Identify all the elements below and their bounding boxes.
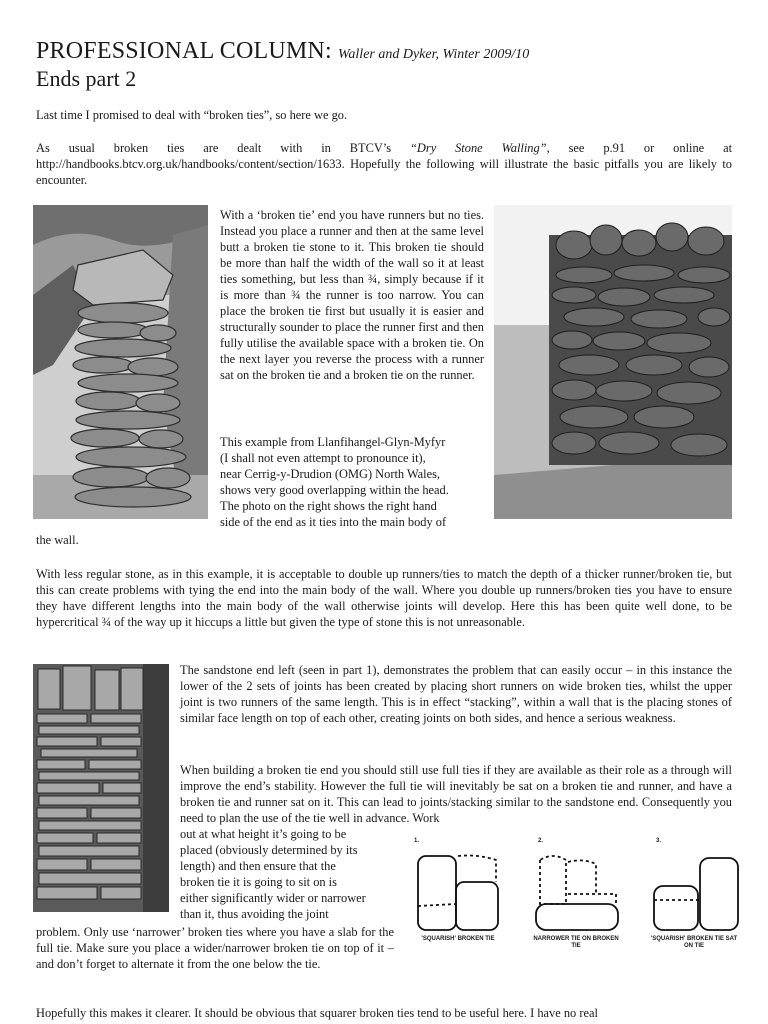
example-tail: the wall.	[36, 533, 79, 547]
example-paragraph	[220, 434, 484, 530]
example-line: The photo on the right shows the right hand	[220, 499, 437, 513]
work-line: either significantly wider or narrower	[180, 891, 366, 905]
broken-tie-end-paragraph: With a ‘broken tie’ end you have runners but no ties. Instead you place a runner and then at the same level butt a broken tie stone to it. This broken tie should be more than half the width of the wall so it at least ties something, but less than ¾, simply because if it is more than ¾ the runner is too narrow. You can place the broken tie first but usually it is easier and structurally sounder to place the runner first and then fully utilise the available space with a broken tie. On the next layer you reverse the process with a runner sat on the broken tie and a broken tie on the runner.	[220, 208, 484, 382]
example-line: (I shall not even attempt to pronounce it),	[220, 451, 426, 465]
broken-tie-diagrams	[408, 832, 742, 962]
intro-paragraph: Last time I promised to deal with “broken ties”, so here we go.	[36, 108, 348, 122]
work-out-paragraph	[180, 826, 394, 922]
diagram-1-caption: 'SQUARISH' BROKEN TIE	[421, 936, 495, 942]
diagram-1-number: 1.	[414, 838, 420, 844]
work-line: placed (obviously determined by its	[180, 843, 358, 857]
sandstone-end-photo	[33, 664, 169, 912]
diagram-2-caption: NARROWER TIE ON BROKEN TIE	[533, 936, 619, 949]
problem-paragraph: problem. Only use ‘narrower’ broken ties where you have a slab for the full tie. Make sure you place a wider/narrower broken tie on top of it – and don’t forget to alternate it from the one below the tie.	[36, 925, 394, 971]
example-line: side of the end as it ties into the main body of	[220, 515, 447, 529]
diagram-2-number: 2.	[538, 838, 544, 844]
work-line: than it, thus avoiding the joint	[180, 907, 329, 921]
usual-text-2: , see p.91 or online at http://handbooks.btcv.org.uk/handbooks/content/section/1633. Hopefully the following will illustrate the basic pitfalls you are likely to encounter.	[36, 141, 733, 187]
article-subtitle: Ends part 2	[36, 66, 137, 91]
diagram-3-caption: 'SQUARISH' BROKEN TIE SAT ON TIE	[650, 936, 738, 949]
sandstone-paragraph: The sandstone end left (seen in part 1), demonstrates the problem that can easily occur – in this instance the lower of the 2 sets of joints has been created by placing short runners on wide broken ties, whilst the upper joint is two runners of the same length. This is in effect “stacking”, within a wall that is the placing stones of similar face length on top of each other, creating joints on both sides, and hence a serious weakness.	[180, 663, 732, 725]
broken-tie-end-photo	[33, 205, 208, 519]
work-line: out at what height it’s going to be	[180, 827, 347, 841]
usual-paragraph	[36, 140, 732, 188]
diagram-3-number: 3.	[656, 838, 662, 844]
less-regular-paragraph: With less regular stone, as in this example, it is acceptable to double up runners/ties to match the depth of a thicker runner/broken tie, but this can create problems with tying the end into the main body of the wall. Where you double up runners/broken ties you have to ensure they have different lengths into the main body of the wall otherwise joints will develop. Here this has been quite well done, to be hypercritical ¾ of the way up it hiccups a little but given the type of stone this is not unreasonable.	[36, 567, 732, 629]
work-line: length) and then ensure that the	[180, 859, 336, 873]
end-into-wall-photo	[494, 205, 732, 519]
example-line: This example from Llanfihangel-Glyn-Myfyr	[220, 435, 446, 449]
full-ties-paragraph: When building a broken tie end you should still use full ties if they are available as their role as a through will improve the end’s stability. However the full tie will inevitably be sat on a broken tie and runner, and have a broken tie and runner sat on it. This can lead to joints/stacking similar to the sandstone end. Consequently you need to plan the use of the tie well in advance. Work	[180, 763, 732, 825]
byline: Waller and Dyker, Winter 2009/10	[338, 47, 530, 62]
book-title: “Dry Stone Walling”	[410, 141, 547, 155]
work-line: broken tie it is going to sit on is	[180, 875, 337, 889]
usual-text-1: As usual broken ties are dealt with in BTCV’s	[36, 141, 411, 155]
example-line: near Cerrig-y-Drudion (OMG) North Wales,	[220, 467, 441, 481]
closing-paragraph: Hopefully this makes it clearer. It should be obvious that squarer broken ties tend to be useful here. I have no real	[36, 1006, 598, 1020]
column-title: PROFESSIONAL COLUMN:	[36, 38, 332, 64]
column-heading	[36, 38, 529, 65]
example-line: shows very good overlapping within the head.	[220, 483, 449, 497]
